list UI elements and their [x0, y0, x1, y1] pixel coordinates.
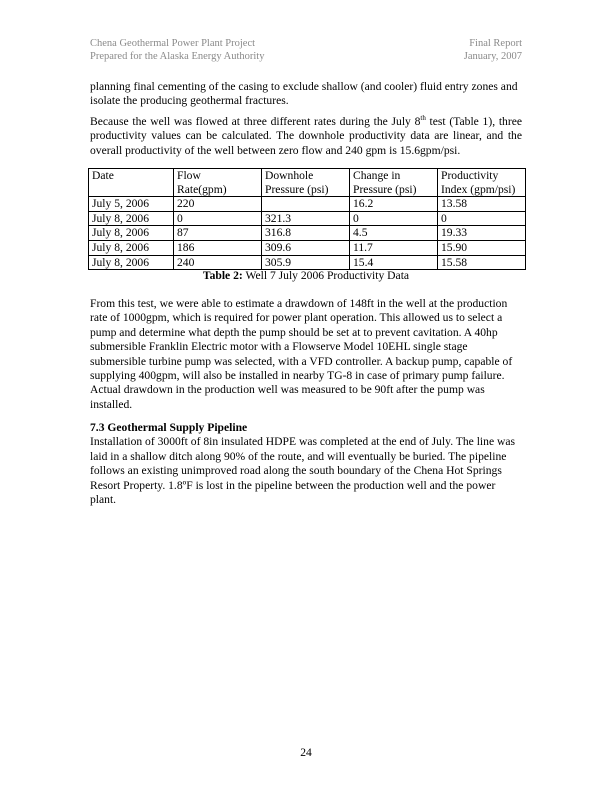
cell-productivity-index: 15.58 [438, 255, 526, 270]
paragraph-productivity-start: Because the well was flowed at three different rates during the July 8 [90, 115, 421, 128]
cell-downhole-pressure: 305.9 [262, 255, 350, 270]
section-geothermal-supply-pipeline [90, 421, 522, 507]
cell-downhole-pressure: 316.8 [262, 226, 350, 241]
table-caption-text: Well 7 July 2006 Productivity Data [242, 269, 410, 282]
cell-date: July 8, 2006 [89, 255, 174, 270]
header-project-title: Chena Geothermal Power Plant Project [90, 38, 256, 49]
header-date: January, 2007 [463, 51, 522, 62]
column-header-pressure-change: Change in Pressure (psi) [350, 169, 438, 197]
table-caption [90, 269, 522, 283]
cell-pressure-change: 16.2 [350, 197, 438, 212]
cell-pressure-change: 4.5 [350, 226, 438, 241]
productivity-table [88, 168, 526, 270]
header-report-type: Final Report [469, 38, 522, 49]
column-header-downhole-pressure: Downhole Pressure (psi) [262, 169, 350, 197]
cell-pressure-change: 15.4 [350, 255, 438, 270]
cell-flow-rate: 87 [174, 226, 262, 241]
table-row [89, 255, 526, 270]
cell-flow-rate: 240 [174, 255, 262, 270]
cell-date: July 8, 2006 [89, 226, 174, 241]
page-number: 24 [300, 746, 312, 759]
cell-productivity-index: 13.58 [438, 197, 526, 212]
section-paragraph: Installation of 3000ft of 8in insulated HDPE was completed at the end of July. The line was laid in a shallow ditch along 90% of the route, and will eventually be buried. The pipeline follows an existing unimproved road along the south boundary of the Chena Hot Springs Resort Property. 1.8ºF is lost in the pipeline between the production well and the power plant. [90, 435, 516, 507]
paragraph-drawdown: From this test, we were able to estimate a drawdown of 148ft in the well at the production rate of 1000gpm, which is required for power plant operation. This allowed us to select a pump and determine what depth the pump should be set at to prevent cavitation. A 40hp submersible Franklin Electric motor with a Flowserve Model 10EHL single stage submersible turbine pump was selected, with a VFD controller. A backup pump, capable of supplying 400gpm, will also be installed in nearby TG-8 in case of primary pump failure. Actual drawdown in the production well was measured to be 90ft after the pump was installed. [90, 297, 513, 411]
column-header-flow-rate: Flow Rate(gpm) [174, 169, 262, 197]
cell-pressure-change: 0 [350, 211, 438, 226]
column-header-productivity-index: Productivity Index (gpm/psi) [438, 169, 526, 197]
ordinal-suffix: th [420, 114, 426, 123]
running-header-right [464, 37, 522, 63]
table-header-row [89, 169, 526, 197]
cell-downhole-pressure: 309.6 [262, 240, 350, 255]
table-row [89, 226, 526, 241]
cell-productivity-index: 15.90 [438, 240, 526, 255]
cell-pressure-change: 11.7 [350, 240, 438, 255]
column-header-date: Date [89, 169, 174, 197]
cell-productivity-index: 19.33 [438, 226, 526, 241]
header-prepared-for: Prepared for the Alaska Energy Authority [90, 51, 265, 62]
paragraph-casing: planning final cementing of the casing to exclude shallow (and cooler) fluid entry zones and isolate the producing geothermal fractures. [90, 80, 518, 108]
cell-date: July 8, 2006 [89, 211, 174, 226]
paragraph-productivity [90, 115, 522, 158]
cell-downhole-pressure [262, 197, 350, 212]
table-caption-label: Table 2: [202, 269, 243, 282]
table-row [89, 197, 526, 212]
cell-flow-rate: 186 [174, 240, 262, 255]
cell-productivity-index: 0 [438, 211, 526, 226]
table-row [89, 211, 526, 226]
cell-date: July 8, 2006 [89, 240, 174, 255]
paragraph-productivity-end: test (Table 1), three productivity values can be calculated. The downhole productivity data are linear, and the overall productivity of the well between zero flow and 240 gpm is 15.6gpm/psi. [90, 115, 522, 157]
running-header-left [90, 37, 264, 63]
table-row [89, 240, 526, 255]
cell-flow-rate: 0 [174, 211, 262, 226]
cell-date: July 5, 2006 [89, 197, 174, 212]
section-heading: 7.3 Geothermal Supply Pipeline [90, 421, 248, 434]
cell-downhole-pressure: 321.3 [262, 211, 350, 226]
cell-flow-rate: 220 [174, 197, 262, 212]
